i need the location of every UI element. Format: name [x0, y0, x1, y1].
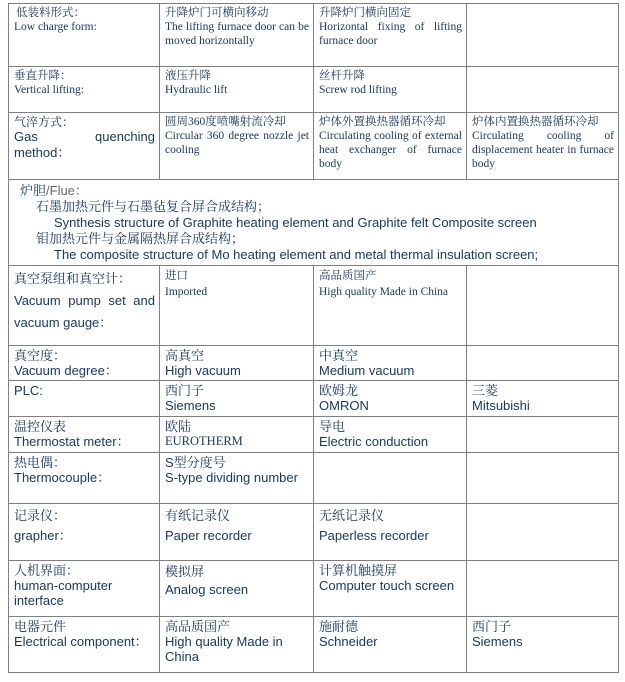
label-en: grapher： — [14, 528, 72, 543]
row-label-cell — [9, 453, 160, 504]
option-cn: 西门子 — [165, 383, 205, 398]
option-cell — [160, 617, 314, 673]
table-row-vertical-lifting — [9, 67, 619, 113]
table-row-thermocouple — [9, 453, 619, 504]
option-cell — [314, 346, 467, 381]
option-cell — [314, 381, 467, 417]
label-en: Low charge form: — [14, 21, 97, 33]
option-en: Paperless recorder — [319, 528, 429, 543]
table-row-thermostat — [9, 417, 619, 453]
row-label-cell — [9, 561, 160, 617]
option-cell-empty — [467, 561, 619, 617]
option-en: Circulating cooling of displacement heater in furnace body — [472, 130, 614, 170]
label-cn: 热电偶： — [14, 455, 67, 470]
option-en: Screw rod lifting — [319, 84, 397, 96]
table-row-hmi — [9, 561, 619, 617]
label-cn: 人机界面： — [14, 563, 80, 578]
option-en: OMRON — [319, 398, 369, 413]
option-cell — [160, 4, 314, 67]
label-cn: 真空泵组和真空计： — [14, 271, 132, 286]
option-en: EUROTHERM — [165, 434, 243, 448]
option-cn: 升降炉门横向固定 — [319, 7, 411, 19]
option-cell — [160, 453, 314, 504]
flue-option-mo-cn: 钼加热元件与金属隔热屏合成结构； — [36, 231, 245, 246]
label-en: Thermocouple： — [14, 470, 111, 485]
option-en: The lifting furnace door can be moved horizontally — [165, 21, 309, 47]
option-cn: 圆周360度喷嘴射流冷却 — [165, 116, 286, 128]
table-row-gas-quenching — [9, 113, 619, 180]
option-en: Siemens — [472, 634, 523, 649]
option-cell — [160, 113, 314, 180]
option-cn: 模拟屏 — [165, 564, 205, 579]
option-cell-empty — [467, 67, 619, 113]
option-en: Electric conduction — [319, 434, 429, 449]
option-cell — [160, 381, 314, 417]
option-cell-empty — [467, 417, 619, 453]
flue-heading — [14, 183, 614, 199]
option-cell-empty — [314, 453, 467, 504]
flue-option-mo-en: The composite structure of Mo heating element and metal thermal insulation screen; — [54, 247, 539, 262]
option-cell — [314, 67, 467, 113]
row-label-cell — [9, 67, 160, 113]
option-en: Schneider — [319, 634, 378, 649]
label-en: Vacuum degree： — [14, 363, 118, 378]
option-cell — [160, 561, 314, 617]
row-label-cell — [9, 113, 160, 180]
option-cell — [314, 113, 467, 180]
label-en: Electrical component： — [14, 634, 148, 649]
option-cell-empty — [467, 346, 619, 381]
table-row-flue — [9, 180, 619, 266]
option-cn: 进口 — [165, 270, 188, 282]
option-cell — [160, 346, 314, 381]
option-cell — [314, 266, 467, 346]
option-cn: 有纸记录仪 — [165, 508, 231, 523]
option-cell-empty — [467, 266, 619, 346]
option-cell — [467, 381, 619, 417]
table-row-grapher — [9, 504, 619, 561]
option-cell — [160, 266, 314, 346]
option-en: High vacuum — [165, 363, 241, 378]
option-cell-empty — [467, 504, 619, 561]
label-en: human-computer interface — [14, 578, 113, 608]
row-label-cell — [9, 4, 160, 67]
option-cell — [467, 113, 619, 180]
table-row-low-charge-form — [9, 4, 619, 67]
label-cn: 真空度： — [14, 348, 67, 363]
label-en: Vacuum pump set and vacuum gauge： — [14, 293, 155, 330]
flue-option-graphite-en: Synthesis structure of Graphite heating element and Graphite felt Composite screen — [54, 215, 537, 230]
option-cell — [314, 617, 467, 673]
option-cell — [160, 504, 314, 561]
spec-document — [8, 3, 619, 673]
option-cn: 欧姆龙 — [319, 383, 359, 398]
label-en: Gas quenching method： — [14, 129, 155, 160]
option-cell — [160, 417, 314, 453]
table-row-electrical — [9, 617, 619, 673]
option-en: Circulating cooling of external heat exchanger of furnace body — [319, 130, 462, 170]
row-label-cell — [9, 381, 160, 417]
option-cn: 无纸记录仪 — [319, 508, 385, 523]
option-en: Paper recorder — [165, 528, 252, 543]
option-cell — [314, 4, 467, 67]
option-cn: 施耐德 — [319, 619, 359, 634]
option-cn: 丝杆升降 — [319, 70, 365, 82]
option-en: Imported — [165, 286, 208, 298]
label-cn: 电器元件 — [14, 619, 67, 634]
option-cn: 欧陆 — [165, 419, 192, 434]
option-cell — [314, 561, 467, 617]
label-cn: 温控仪表 — [14, 419, 67, 434]
row-label-cell — [9, 417, 160, 453]
option-cn: 三菱 — [472, 383, 499, 398]
option-en: Hydraulic lift — [165, 84, 228, 96]
option-en: Siemens — [165, 398, 216, 413]
option-en: High quality Made in China — [165, 634, 283, 664]
label-cn: 垂直升降： — [14, 70, 72, 82]
label-en: Vertical lifting: — [14, 84, 84, 96]
option-cn: 升降炉门可横向移动 — [165, 7, 269, 19]
label-cn: 低装料形式： — [16, 7, 85, 19]
row-label-cell — [9, 266, 160, 346]
table-row-vacuum-pump — [9, 266, 619, 346]
label-cn: 记录仪： — [14, 508, 67, 523]
option-cn: 中真空 — [319, 348, 359, 363]
option-cell — [314, 504, 467, 561]
option-en: S-type dividing number — [165, 470, 298, 485]
option-cn: 计算机触摸屏 — [319, 563, 398, 578]
flue-option-graphite-cn: 石墨加热元件与石墨毡复合屏合成结构； — [36, 199, 271, 214]
option-cell-empty — [467, 453, 619, 504]
option-cn: 高品质国产 — [165, 619, 231, 634]
flue-cell — [9, 180, 619, 266]
row-label-cell — [9, 346, 160, 381]
option-cell — [160, 67, 314, 113]
flue-heading-cn: 炉胆 — [20, 183, 47, 198]
table-row-vacuum-degree — [9, 346, 619, 381]
table-row-plc — [9, 381, 619, 417]
option-en: Circular 360 degree nozzle jet cooling — [165, 130, 309, 156]
label-en: Thermostat meter： — [14, 434, 130, 449]
option-cn: 西门子 — [472, 619, 512, 634]
option-cn: 高品质国产 — [319, 270, 377, 282]
option-en: Medium vacuum — [319, 363, 415, 378]
option-cn: S型分度号 — [165, 455, 226, 470]
option-cell — [467, 617, 619, 673]
label-cn: 气淬方式： — [14, 115, 75, 129]
option-cn: 炉体内置换热器循环冷却 — [472, 116, 599, 128]
option-cn: 炉体外置换热器循环冷却 — [319, 116, 446, 128]
option-cell-empty — [467, 4, 619, 67]
option-en: Analog screen — [165, 582, 249, 597]
option-en: Computer touch screen — [319, 578, 455, 593]
option-cn: 液压升降 — [165, 70, 211, 82]
row-label-cell — [9, 617, 160, 673]
flue-heading-en: /Flue： — [46, 183, 88, 198]
row-label-cell — [9, 504, 160, 561]
option-en: Horizontal fixing of lifting furnace door — [319, 21, 462, 47]
furnace-spec-table — [8, 3, 619, 673]
option-en: High quality Made in China — [319, 286, 449, 298]
option-cell — [314, 417, 467, 453]
option-cn: 高真空 — [165, 348, 205, 363]
option-cn: 导电 — [319, 419, 346, 434]
option-en: Mitsubishi — [472, 398, 530, 413]
label-en: PLC: — [14, 383, 43, 398]
